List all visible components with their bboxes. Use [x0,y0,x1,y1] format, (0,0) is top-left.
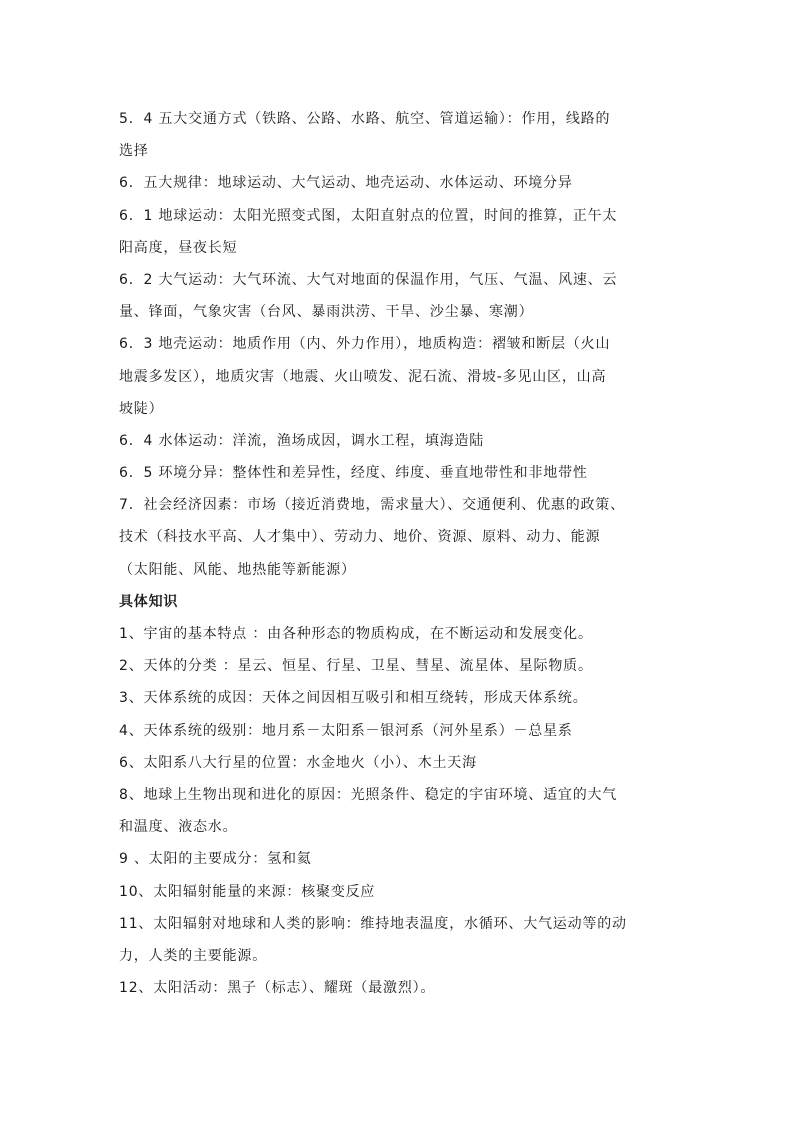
text-line: 3、天体系统的成因：天体之间因相互吸引和相互绕转，形成天体系统。 [119,690,588,707]
text-line: 地震多发区），地质灾害（地震、火山喷发、泥石流、滑坡-多见山区，山高 [119,368,607,385]
text-line: 6、太阳系八大行星的位置：水金地火（小）、木土天海 [119,754,477,771]
text-line: 6．3 地壳运动：地质作用（内、外力作用），地质构造：褶皱和断层（火山 [119,336,611,353]
text-line: 和温度、液态水。 [119,819,238,836]
text-line: 11、太阳辐射对地球和人类的影响：维持地表温度，水循环、大气运动等的动 [119,915,627,932]
text-line: 力，人类的主要能源。 [119,947,267,964]
text-line: 选择 [119,143,149,160]
text-line: 坡陡） [119,400,164,417]
text-line: 6．五大规律：地球运动、大气运动、地壳运动、水体运动、环境分异 [119,175,573,192]
text-line: （太阳能、风能、地热能等新能源） [119,561,356,578]
text-line: 阳高度，昼夜长短 [119,239,238,256]
text-line: 1、宇宙的基本特点 ：由各种形态的物质构成，在不断运动和发展变化。 [119,626,593,642]
section-heading: 具体知识 [119,593,179,610]
text-line: 6．4 水体运动：洋流，渔场成因，调水工程，填海造陆 [119,432,485,449]
text-line: 6．5 环境分异：整体性和差异性，经度、纬度、垂直地带性和非地带性 [119,465,588,482]
text-line: 12、太阳活动：黑子（标志）、耀斑（最激烈）。 [119,980,436,997]
text-line: 6．1 地球运动：太阳光照变式图，太阳直射点的位置，时间的推算，正午太 [119,207,618,224]
text-line: 6．2 大气运动：大气环流、大气对地面的保温作用，气压、气温、风速、云 [119,271,618,288]
text-line: 8、地球上生物出现和进化的原因：光照条件、稳定的宇宙环境、适宜的大气 [119,786,618,803]
document-body [119,103,679,1004]
text-line: 7．社会经济因素：市场（接近消费地，需求量大）、交通便利、优惠的政策、 [119,497,625,514]
text-line: 2、天体的分类 ：星云、恒星、行星、卫星、彗星、流星体、星际物质。 [119,658,593,675]
text-line: 10、太阳辐射能量的来源：核聚变反应 [119,883,376,900]
text-line: 量、锋面，气象灾害（台风、暴雨洪涝、干旱、沙尘暴、寒潮） [119,304,534,321]
text-line: 技术（科技水平高、人才集中）、劳动力、地价、资源、原料、动力、能源 [119,529,601,546]
text-line: 4、天体系统的级别：地月系－太阳系－银河系（河外星系）－总星系 [119,722,573,739]
text-line: 5．4 五大交通方式（铁路、公路、水路、航空、管道运输）：作用，线路的 [119,111,611,127]
text-line: 9 、太阳的主要成分：氢和氦 [119,851,312,868]
